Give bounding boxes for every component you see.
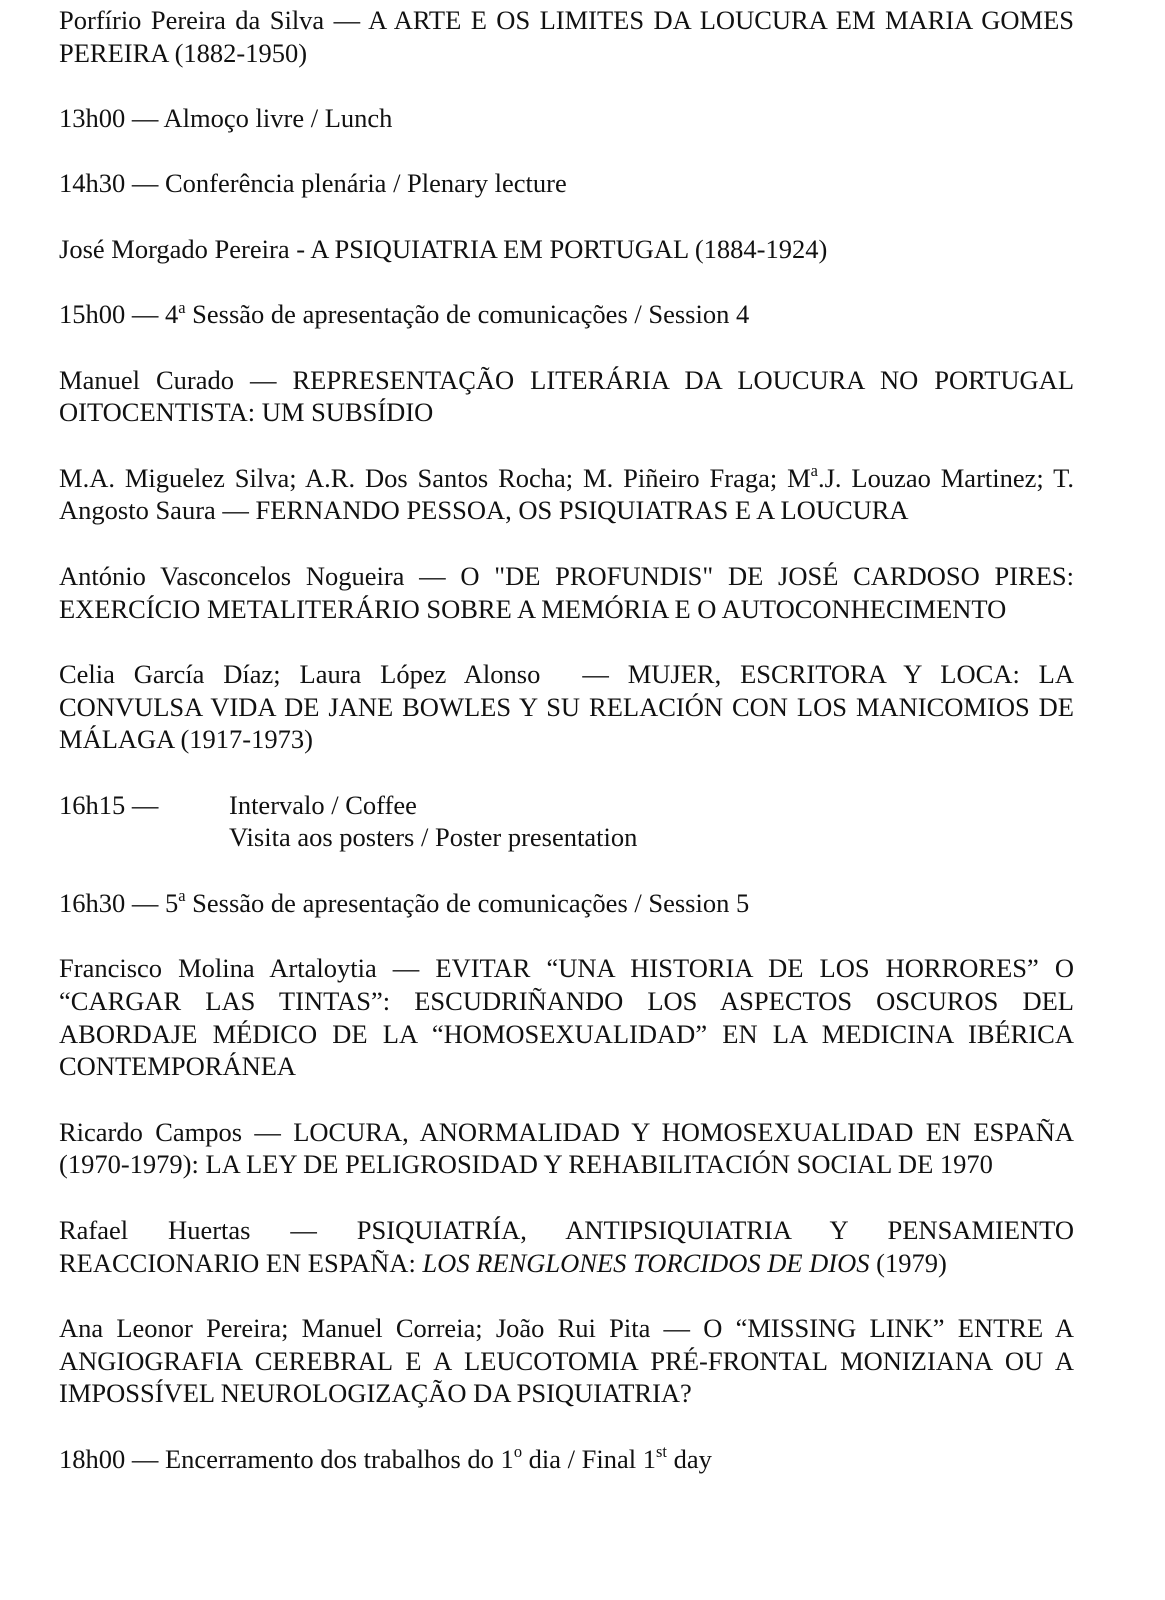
talk-title: A ARTE E OS LIMITES DA LOUCURA EM MARIA GOMES PEREIRA (1882-1950) xyxy=(59,5,1074,68)
talk-title: FERNANDO PESSOA, OS PSIQUIATRAS E A LOUCURA xyxy=(255,495,909,526)
separator: — xyxy=(125,299,165,330)
separator: — xyxy=(125,168,165,199)
talk-text: José Morgado Pereira - A PSIQUIATRIA EM PORTUGAL (1884-1924) xyxy=(59,233,828,264)
talk-huertas xyxy=(59,1214,1074,1279)
author: Ana Leonor Pereira; Manuel Correia; João Rui Pita xyxy=(59,1312,651,1343)
schedule-session-4 xyxy=(59,298,1074,331)
event-label: Conferência plenária / Plenary lecture xyxy=(165,168,567,199)
talk-title-part-b: (1979) xyxy=(869,1247,947,1278)
ordinal-indicator: o xyxy=(513,1442,523,1462)
talk-title: EVITAR “UNA HISTORIA DE LOS HORRORES” O “CARGAR LAS TINTAS”: ESCUDRIÑANDO LOS ASPECTOS OSCUROS DEL ABORDAJE MÉDICO DE LA “HOMOSEXUALIDAD” EN LA MEDICINA IBÉRICA CONTEMPORÁNEA xyxy=(59,953,1074,1082)
talk-pereira xyxy=(59,1312,1074,1410)
talk-title: O “MISSING LINK” ENTRE A ANGIOGRAFIA CEREBRAL E A LEUCOTOMIA PRÉ-FRONTAL MONIZIANA OU A IMPOSSÍVEL NEUROLOGIZAÇÃO DA PSIQUIATRIA? xyxy=(59,1312,1075,1409)
time: 13h00 xyxy=(59,103,126,134)
separator: — xyxy=(404,560,461,591)
event-label: Sessão de apresentação de comunicações / Session 4 xyxy=(185,299,750,330)
talk-curado xyxy=(59,364,1074,429)
author: Celia García Díaz; Laura López Alonso xyxy=(59,658,541,689)
separator: — xyxy=(215,495,256,526)
time: 16h30 xyxy=(59,887,126,918)
schedule-session-5 xyxy=(59,887,1074,920)
talk-miguelez xyxy=(59,462,1074,527)
event-label-part-b: dia / Final 1 xyxy=(522,1443,656,1474)
separator: — xyxy=(125,1443,165,1474)
ordinal-indicator: a xyxy=(178,297,186,317)
event-label-posters: Visita aos posters / Poster presentation xyxy=(229,822,638,853)
separator: — xyxy=(582,658,628,689)
authors-part-a: M.A. Miguelez Silva; A.R. Dos Santos Rocha; M. Piñeiro Fraga; M xyxy=(59,462,811,493)
separator: — xyxy=(324,5,369,35)
session-number: 4 xyxy=(165,299,179,330)
author: Manuel Curado xyxy=(59,364,234,395)
event-label: Sessão de apresentação de comunicações / Session 5 xyxy=(185,887,750,918)
author: Porfírio Pereira da Silva xyxy=(59,5,325,35)
separator: — xyxy=(125,103,164,134)
session-number: 5 xyxy=(165,887,179,918)
schedule-closing xyxy=(59,1443,1074,1476)
programme-page xyxy=(59,4,1074,1475)
talk-title: LOCURA, ANORMALIDAD Y HOMOSEXUALIDAD EN ESPAÑA (1970-1979): LA LEY DE PELIGROSIDAD Y REHABILITACIÓN SOCIAL DE 1970 xyxy=(59,1116,1075,1180)
time: 15h00 xyxy=(59,299,126,330)
schedule-plenary xyxy=(59,167,1074,200)
talk-title-part-a: PSIQUIATRÍA, ANTIPSIQUIATRIA Y PENSAMIENTO REACCIONARIO EN ESPAÑA: xyxy=(59,1214,1074,1278)
event-label-coffee: Intervalo / Coffee xyxy=(229,789,417,820)
schedule-coffee-break xyxy=(59,789,1074,854)
talk-title: MUJER, ESCRITORA Y LOCA: LA CONVULSA VIDA DE JANE BOWLES Y SU RELACIÓN CON LOS MANICOMIOS DE MÁLAGA (1917-1973) xyxy=(59,658,1074,755)
schedule-lunch xyxy=(59,102,1074,135)
talk-nogueira xyxy=(59,560,1074,625)
talk-campos xyxy=(59,1116,1074,1181)
plenary-talk-morgado xyxy=(59,233,1074,266)
time: 16h15 xyxy=(59,789,126,820)
event-label-part-c: day xyxy=(666,1443,712,1474)
items-column xyxy=(229,789,1074,854)
talk-silva xyxy=(59,4,1074,69)
author: Rafael Huertas xyxy=(59,1214,251,1245)
time: 18h00 xyxy=(59,1443,126,1474)
ordinal-indicator: a xyxy=(178,886,186,906)
event-label: Almoço livre / Lunch xyxy=(163,103,393,134)
event-label-part-a: Encerramento dos trabalhos do 1 xyxy=(165,1443,514,1474)
separator: — xyxy=(650,1312,704,1343)
ordinal-suffix: st xyxy=(656,1442,667,1462)
talk-title: O "DE PROFUNDIS" DE JOSÉ CARDOSO PIRES: EXERCÍCIO METALITERÁRIO SOBRE A MEMÓRIA E O AUTOCONHECIMENTO xyxy=(59,560,1075,624)
time-column xyxy=(59,789,229,854)
separator: — xyxy=(376,953,436,984)
authors-part-b: .J. Louzao Martinez; T. Angosto Saura xyxy=(59,462,1074,526)
ordinal-indicator: a xyxy=(810,461,818,481)
talk-garcia xyxy=(59,658,1074,756)
author: António Vasconcelos Nogueira xyxy=(59,560,405,591)
separator: — xyxy=(125,789,159,820)
author: Francisco Molina Artaloytia xyxy=(59,953,377,984)
talk-molina xyxy=(59,952,1074,1083)
author: Ricardo Campos xyxy=(59,1116,243,1147)
talk-title: REPRESENTAÇÃO LITERÁRIA DA LOUCURA NO PORTUGAL OITOCENTISTA: UM SUBSÍDIO xyxy=(59,364,1075,428)
talk-title-italic: LOS RENGLONES TORCIDOS DE DIOS xyxy=(422,1247,870,1278)
separator: — xyxy=(250,1214,357,1245)
separator: — xyxy=(233,364,293,395)
separator: — xyxy=(242,1116,294,1147)
separator: — xyxy=(125,887,165,918)
time: 14h30 xyxy=(59,168,126,199)
